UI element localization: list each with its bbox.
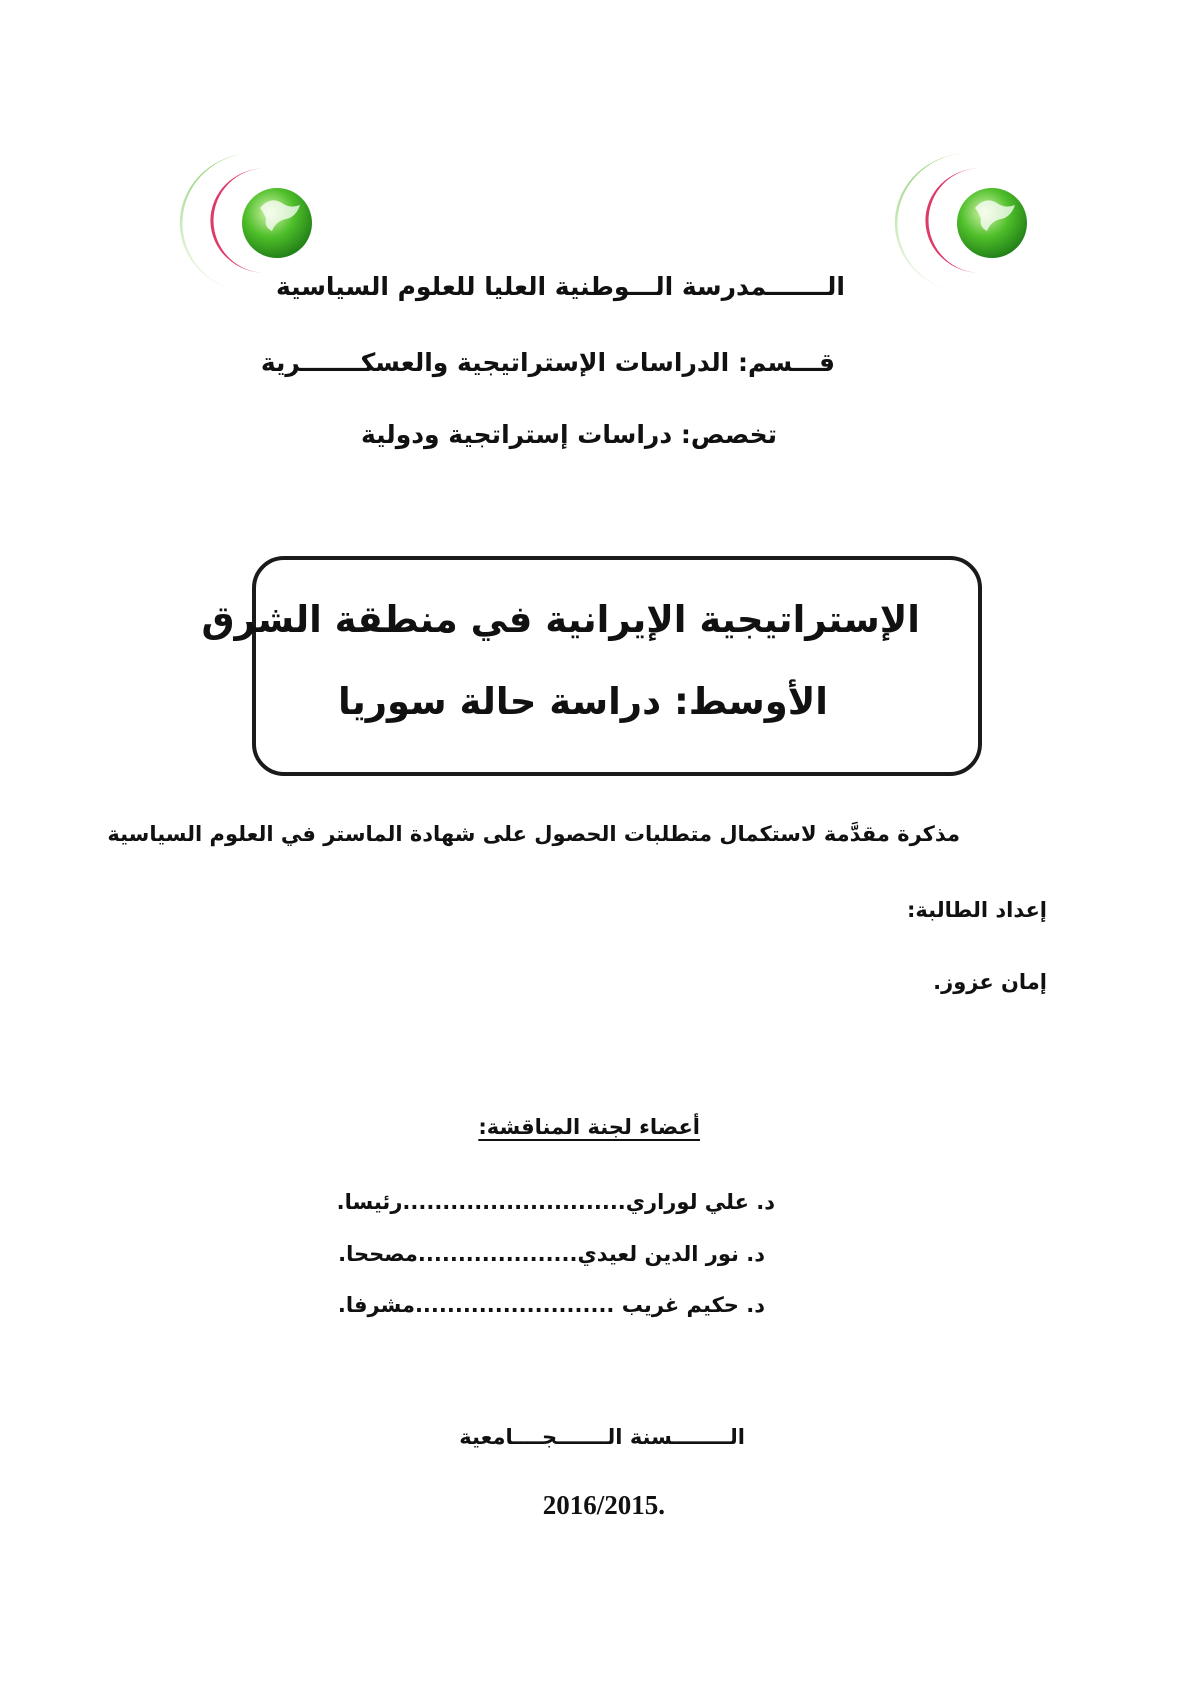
thesis-title-line-2: الأوسط: دراسة حالة سوريا [337,680,828,723]
thesis-title-line-1: الإستراتيجية الإيرانية في منطقة الشرق [201,598,920,641]
student-name: إمان عزوز. [933,970,1047,994]
committee-member: د. علي لوراري............................رئيسا. [336,1190,775,1214]
academic-year: .2016/2015 [542,1490,665,1520]
thesis-title-box [201,556,982,776]
school-logo-right [870,148,1050,298]
memo-statement: مذكرة مقدَّمة لاستكمال متطلبات الحصول على شهادة الماستر في العلوم السياسية [107,822,960,846]
department-name: قـــسم: الدراسات الإستراتيجية والعسكـــــــرية [260,348,835,377]
committee-heading: أعضاء لجنة المناقشة: [478,1115,700,1139]
committee-member: د. حكيم غريب .........................مشرفا. [337,1293,765,1317]
prepared-by-label: إعداد الطالبة: [907,898,1047,922]
academic-year-label: الــــــــسنة الـــــــجــــامعية [459,1425,745,1449]
school-name: الـــــــمدرسة الـــوطنية العليا للعلوم السياسية [275,272,845,301]
specialization: تخصص: دراسات إستراتجية ودولية [360,420,777,449]
committee-member: د. نور الدين لعيدي....................مصححا. [338,1242,765,1266]
